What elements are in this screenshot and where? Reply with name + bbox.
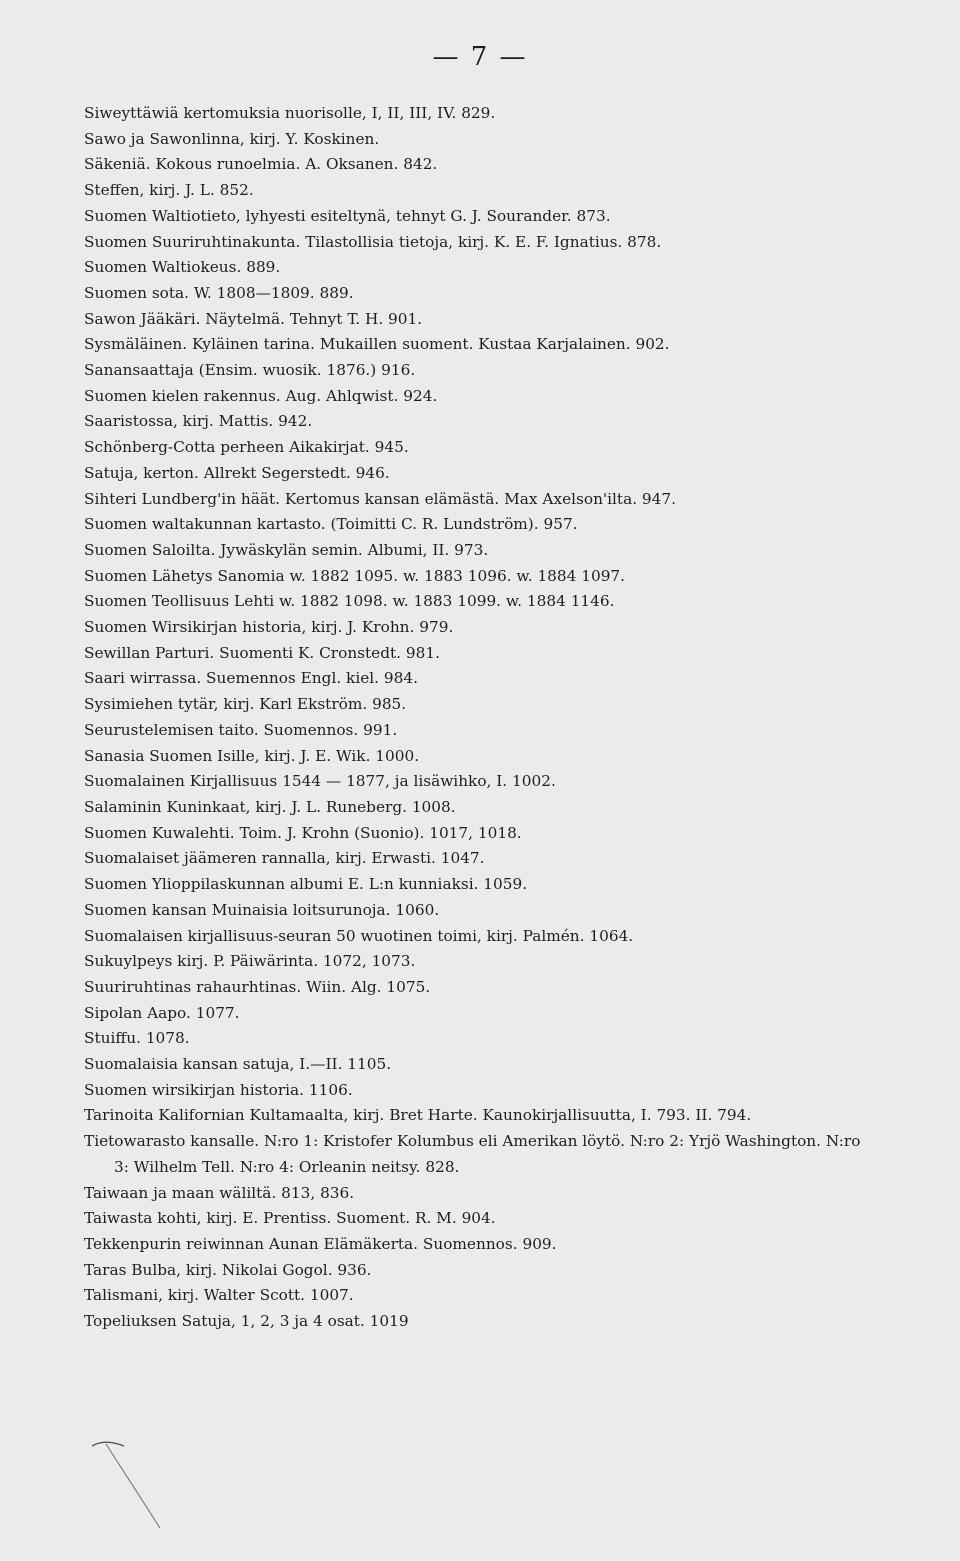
catalog-entry: Siweyttäwiä kertomuksia nuorisolle, I, II, III, IV. 829. [84, 104, 496, 122]
catalog-entry: Suomen Waltiotieto, lyhyesti esiteltynä, tehnyt G. J. Sourander. 873. [84, 206, 611, 225]
catalog-entry: Tietowarasto kansalle. N:ro 1: Kristofer Kolumbus eli Amerikan löytö. N:ro 2: Yrjö Washington. N:ro 3: Wilhelm Tell. N:ro 4: Orleanin neitsy. 828. [84, 1132, 861, 1176]
catalog-entry: Suomen Ylioppilaskunnan albumi E. L:n kunniaksi. 1059. [84, 875, 528, 894]
catalog-entry-list [84, 101, 874, 1335]
catalog-entry: Suomen Waltiokeus. 889. [84, 258, 281, 277]
catalog-entry: Suomen Kuwalehti. Toim. J. Krohn (Suonio). 1017, 1018. [84, 823, 522, 842]
catalog-entry: Suomen Teollisuus Lehti w. 1882 1098. w. 1883 1099. w. 1884 1146. [84, 592, 615, 611]
pen-stroke-mark [88, 1432, 168, 1532]
catalog-entry: Suomen kielen rakennus. Aug. Ahlqwist. 924. [84, 386, 438, 405]
catalog-entry: Steffen, kirj. J. L. 852. [84, 181, 254, 200]
catalog-entry: Sawo ja Sawonlinna, kirj. Y. Koskinen. [84, 129, 380, 148]
catalog-entry: Salaminin Kuninkaat, kirj. J. L. Runeberg. 1008. [84, 797, 456, 816]
catalog-entry: Suomen kansan Muinaisia loitsurunoja. 1060. [84, 900, 440, 919]
catalog-entry: Sihteri Lundberg'in häät. Kertomus kansan elämästä. Max Axelson'ilta. 947. [84, 489, 676, 508]
catalog-entry: Suomalainen Kirjallisuus 1544 — 1877, ja lisäwihko, I. 1002. [84, 772, 556, 791]
catalog-entry: Saari wirrassa. Suemennos Engl. kiel. 984. [84, 669, 418, 688]
catalog-entry: Tekkenpurin reiwinnan Aunan Elämäkerta. Suomennos. 909. [84, 1234, 557, 1253]
catalog-entry: Taiwaan ja maan wäliltä. 813, 836. [84, 1183, 355, 1202]
catalog-entry: Taras Bulba, kirj. Nikolai Gogol. 936. [84, 1260, 372, 1279]
catalog-entry: Suomen waltakunnan kartasto. (Toimitti C. R. Lundström). 957. [84, 515, 578, 534]
catalog-entry: Tarinoita Kalifornian Kultamaalta, kirj. Bret Harte. Kaunokirjallisuutta, I. 793. II. 794. [84, 1106, 752, 1125]
catalog-entry: Satuja, kerton. Allrekt Segerstedt. 946. [84, 463, 390, 482]
catalog-entry: Taiwasta kohti, kirj. E. Prentiss. Suoment. R. M. 904. [84, 1209, 496, 1228]
catalog-entry: Sysmäläinen. Kyläinen tarina. Mukaillen suoment. Kustaa Karjalainen. 902. [84, 335, 670, 354]
catalog-entry: Sysimiehen tytär, kirj. Karl Ekström. 985. [84, 695, 407, 714]
catalog-entry: Suomen Wirsikirjan historia, kirj. J. Krohn. 979. [84, 618, 454, 637]
catalog-entry: Talismani, kirj. Walter Scott. 1007. [84, 1286, 354, 1305]
catalog-entry: Suomen Suuriruhtinakunta. Tilastollisia tietoja, kirj. K. E. F. Ignatius. 878. [84, 232, 662, 251]
catalog-entry: Suuriruhtinas rahaurhtinas. Wiin. Alg. 1075. [84, 977, 431, 996]
catalog-entry: Schönberg-Cotta perheen Aikakirjat. 945. [84, 438, 409, 457]
catalog-entry: Seurustelemisen taito. Suomennos. 991. [84, 720, 398, 739]
page-number: — 7 — [432, 42, 528, 72]
catalog-entry: Sanansaattaja (Ensim. wuosik. 1876.) 916. [84, 361, 416, 380]
catalog-entry: Topeliuksen Satuja, 1, 2, 3 ja 4 osat. 1019 [84, 1312, 409, 1331]
catalog-entry: Sewillan Parturi. Suomenti K. Cronstedt. 981. [84, 643, 440, 662]
catalog-entry: Stuiffu. 1078. [84, 1029, 190, 1048]
catalog-entry: Suomen Lähetys Sanomia w. 1882 1095. w. 1883 1096. w. 1884 1097. [84, 566, 626, 585]
catalog-entry: Suomalaisia kansan satuja, I.—II. 1105. [84, 1055, 392, 1074]
catalog-entry: Sanasia Suomen Isille, kirj. J. E. Wik. 1000. [84, 746, 420, 765]
catalog-entry: Suomen sota. W. 1808—1809. 889. [84, 283, 354, 302]
catalog-entry: Sawon Jääkäri. Näytelmä. Tehnyt T. H. 901. [84, 309, 423, 328]
catalog-entry: Säkeniä. Kokous runoelmia. A. Oksanen. 842. [84, 155, 438, 174]
catalog-entry: Sukuylpeys kirj. P. Päiwärinta. 1072, 1073. [84, 952, 416, 971]
catalog-entry: Saaristossa, kirj. Mattis. 942. [84, 412, 313, 431]
catalog-entry: Suomen Saloilta. Jywäskylän semin. Albumi, II. 973. [84, 540, 489, 559]
catalog-entry: Suomalaiset jäämeren rannalla, kirj. Erwasti. 1047. [84, 849, 485, 868]
catalog-entry: Sipolan Aapo. 1077. [84, 1003, 240, 1022]
catalog-entry: Suomalaisen kirjallisuus-seuran 50 wuotinen toimi, kirj. Palmén. 1064. [84, 926, 634, 945]
catalog-entry: Suomen wirsikirjan historia. 1106. [84, 1080, 353, 1099]
